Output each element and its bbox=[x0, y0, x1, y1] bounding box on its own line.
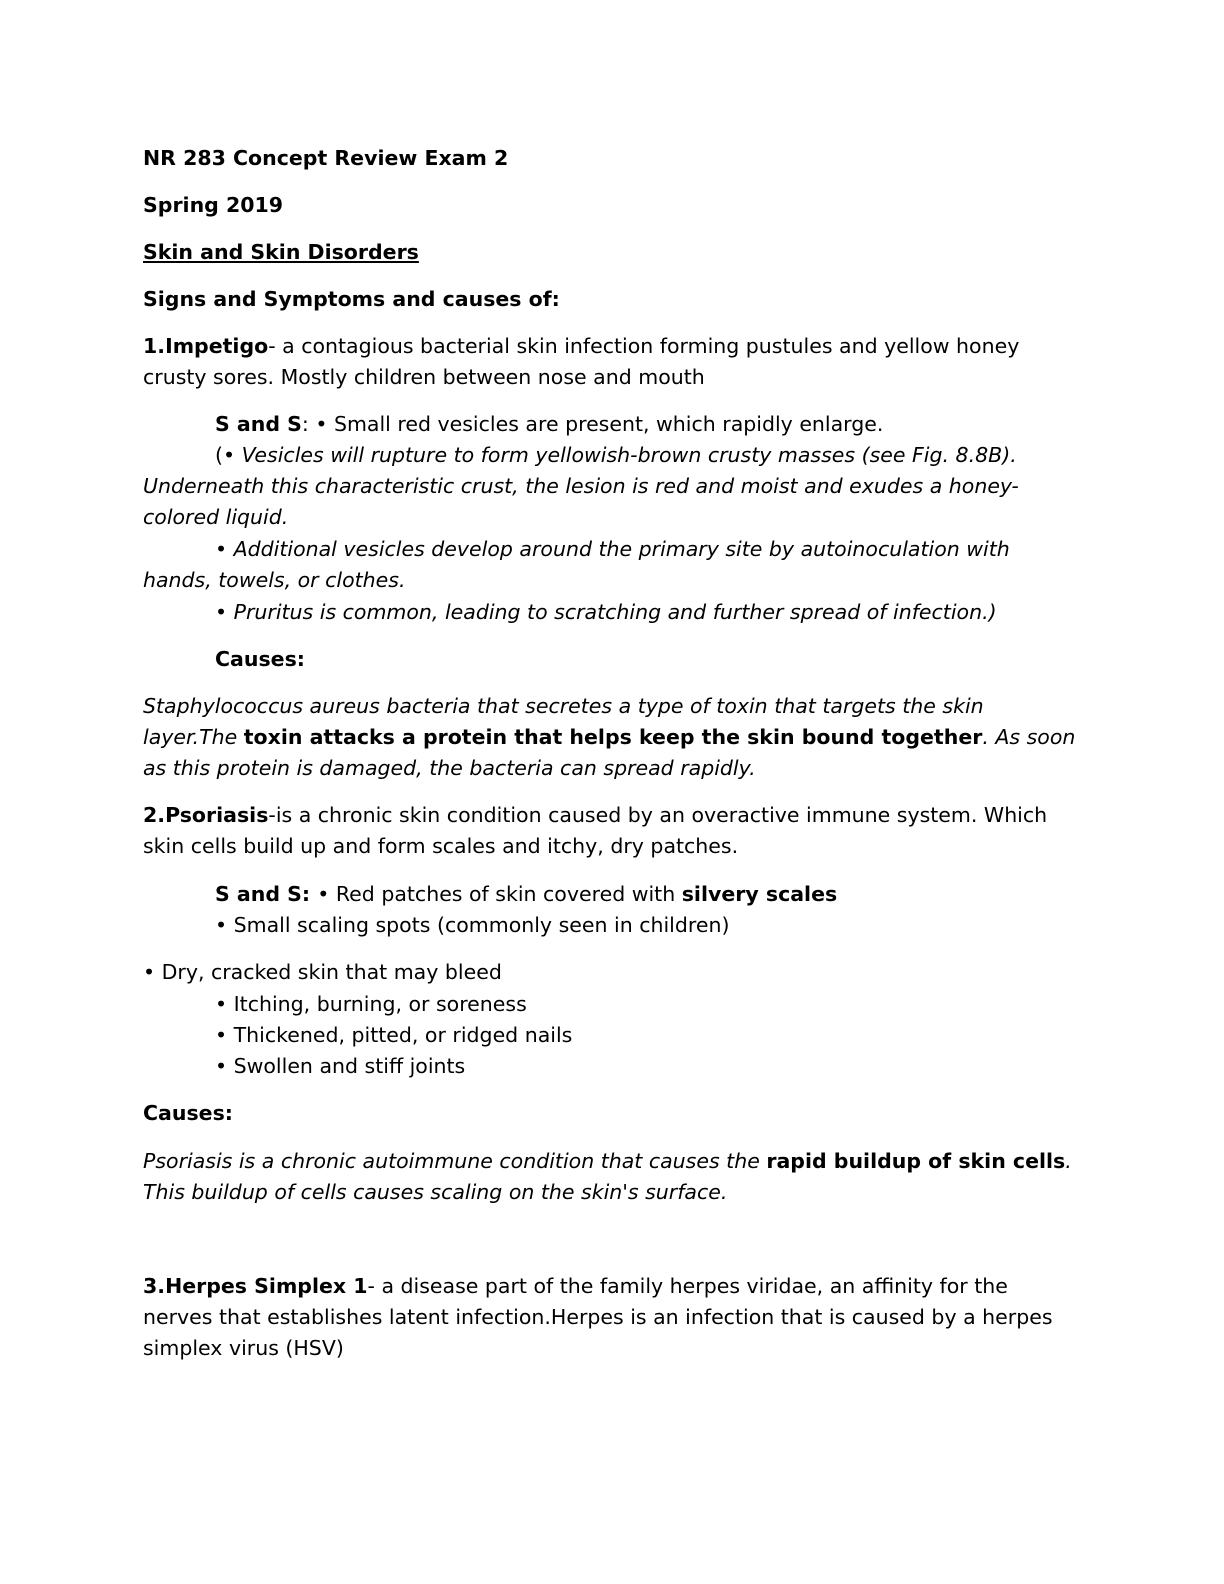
impetigo-ss-first: S and S: • Small red vesicles are present, which rapidly enlarge. bbox=[215, 412, 884, 436]
section-heading: Skin and Skin Disorders bbox=[143, 240, 419, 264]
impetigo-ss-third: • Additional vesicles develop around the primary site by autoinoculation with hands, towels, or clothes. bbox=[143, 537, 1010, 592]
psoriasis-ss-first: S and S: • Red patches of skin covered with silvery scales bbox=[215, 882, 838, 906]
psoriasis-item: • Swollen and stiff joints bbox=[215, 1054, 466, 1078]
impetigo-ss-second: (• Vesicles will rupture to form yellowish-brown crusty masses (see Fig. 8.8B). Underneath this characteristic crust, the lesion is red and moist and exudes a honey-colored liquid. bbox=[143, 443, 1019, 529]
impetigo-ss-fourth: • Pruritus is common, leading to scratching and further spread of infection.) bbox=[215, 600, 997, 624]
psoriasis-causes-label: Causes: bbox=[143, 1101, 233, 1125]
herpes-definition: 3.Herpes Simplex 1- a disease part of the family herpes viridae, an affinity for the nerves that establishes latent infection.Herpes is an infection that is caused by a herpes simplex virus (HSV) bbox=[143, 1274, 1053, 1360]
psoriasis-item: • Itching, burning, or soreness bbox=[215, 992, 527, 1016]
psoriasis-item: • Dry, cracked skin that may bleed bbox=[143, 960, 502, 984]
psoriasis-item: • Thickened, pitted, or ridged nails bbox=[215, 1023, 573, 1047]
impetigo-definition: 1.Impetigo- a contagious bacterial skin infection forming pustules and yellow honey crusty sores. Mostly children between nose and mouth bbox=[143, 334, 1020, 389]
subheading: Signs and Symptoms and causes of: bbox=[143, 287, 560, 311]
impetigo-causes-label: Causes: bbox=[215, 647, 305, 671]
document-title: NR 283 Concept Review Exam 2 bbox=[143, 146, 509, 170]
document-term: Spring 2019 bbox=[143, 193, 284, 217]
impetigo-causes-text: Staphylococcus aureus bacteria that secretes a type of toxin that targets the skin layer.The toxin attacks a protein that helps keep the skin bound together. As soon as this protein is damaged, the bacteria can spread rapidly. bbox=[143, 694, 1076, 780]
psoriasis-definition: 2.Psoriasis-is a chronic skin condition caused by an overactive immune system. Which skin cells build up and form scales and itchy, dry patches. bbox=[143, 803, 1048, 858]
psoriasis-item: • Small scaling spots (commonly seen in children) bbox=[215, 913, 730, 937]
psoriasis-causes-text: Psoriasis is a chronic autoimmune condition that causes the rapid buildup of skin cells. This buildup of cells causes scaling on the skin's surface. bbox=[143, 1149, 1072, 1204]
